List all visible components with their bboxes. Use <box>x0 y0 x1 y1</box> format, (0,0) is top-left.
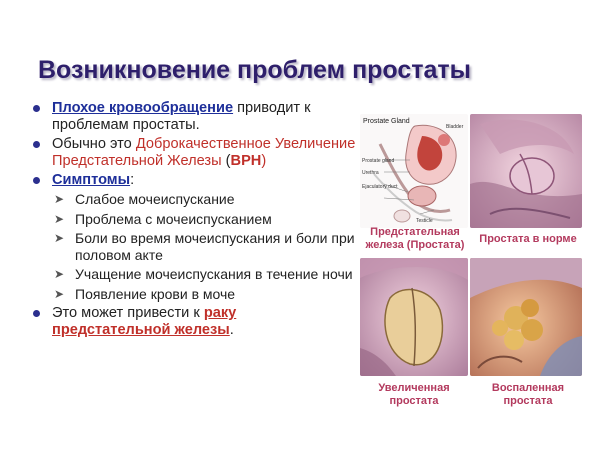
symptom-text: Появление крови в моче <box>75 285 236 302</box>
caption-gland: Предстательная железа (Простата) <box>365 226 465 251</box>
caption-inflamed: Воспаленная простата <box>491 382 565 407</box>
arrow-icon: ➤ <box>54 231 65 245</box>
arrow-icon: ➤ <box>54 192 65 206</box>
caption-enlarged: Увеличенная простата <box>378 382 450 407</box>
bph-term: Доброкачественное Увеличение Предстательной Железы <box>52 136 356 169</box>
bullet-dot <box>33 310 40 317</box>
caption-normal: Простата в норме <box>479 233 577 245</box>
diagram-heading: Prostate Gland <box>363 118 410 125</box>
page-title: Возникновение проблем простаты <box>38 56 472 84</box>
bullet-text: : <box>130 172 135 188</box>
bullet-text: ( <box>221 153 231 169</box>
bullet-strong-text: Плохое кровообращение <box>52 100 234 116</box>
bullet-dot <box>33 141 40 148</box>
symptoms-heading: Симптомы <box>52 172 131 188</box>
enlarged-prostate-image <box>360 258 468 376</box>
arrow-icon: ➤ <box>54 286 65 301</box>
bullet-list <box>30 100 358 341</box>
bullet-symptoms <box>30 172 358 189</box>
label-prostate: Prostate gland <box>362 158 395 164</box>
symptom-item <box>30 286 358 303</box>
symptom-text: Учащение мочеиспускания в течение ночи <box>75 266 353 282</box>
symptom-item <box>30 230 358 263</box>
bullet-bph <box>30 136 358 170</box>
inflamed-prostate-image <box>470 258 582 376</box>
bullet-text: Это может привести к <box>52 305 204 321</box>
symptom-list <box>30 191 358 302</box>
bph-abbr: BPH <box>230 153 262 169</box>
label-ejaculatory-duct: Ejaculatory duct <box>362 184 398 190</box>
bullet-dot <box>33 177 40 184</box>
symptom-text: Боли во время мочеиспускания и боли при половом акте <box>75 230 355 263</box>
bullet-blood-circulation <box>30 100 358 134</box>
label-testicle: Testicle <box>416 218 433 224</box>
symptom-item <box>30 191 358 208</box>
prostate-gland-diagram <box>360 114 468 228</box>
symptom-item <box>30 266 358 283</box>
label-bladder: Bladder <box>446 124 464 130</box>
bullet-text: ) <box>261 153 267 169</box>
symptom-item <box>30 211 358 228</box>
bullet-cancer <box>30 305 358 339</box>
bullet-dot <box>33 105 40 112</box>
bullet-text: приводит к проблемам простаты. <box>52 100 311 133</box>
arrow-icon: ➤ <box>54 267 65 281</box>
bullet-text: Обычно это <box>52 136 136 152</box>
arrow-icon: ➤ <box>54 211 65 226</box>
cancer-term: раку предстательной железы <box>52 305 237 338</box>
bullet-text: . <box>229 322 234 338</box>
symptom-text: Слабое мочеиспускание <box>75 191 235 207</box>
normal-prostate-image <box>470 114 582 228</box>
symptom-text: Проблема с мочеиспусканием <box>75 210 272 227</box>
label-urethra: Urethra <box>362 170 379 176</box>
